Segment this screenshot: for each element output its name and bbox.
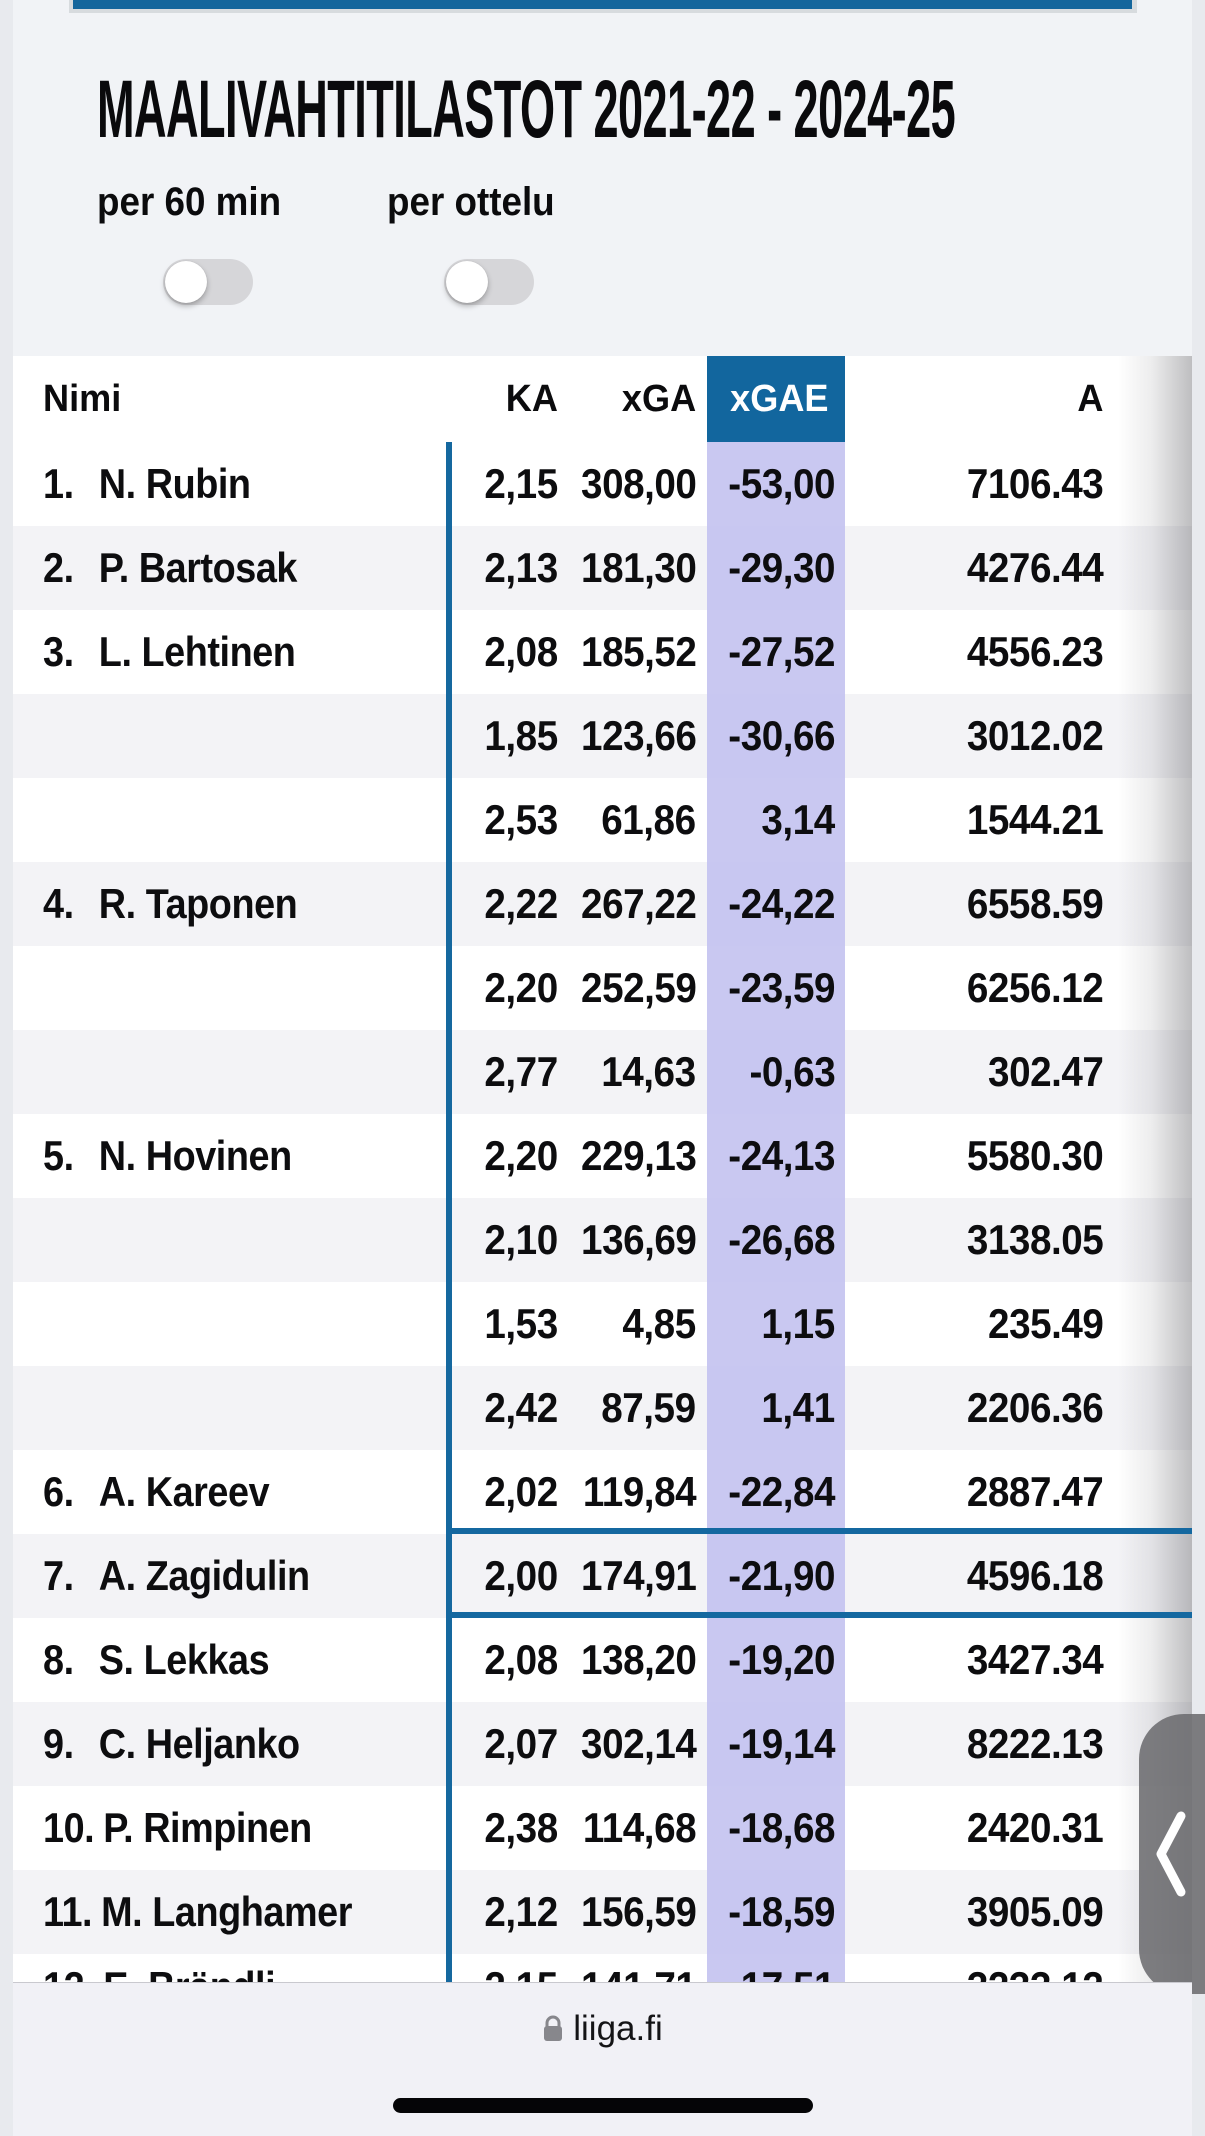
per-ottelu-label: per ottelu (387, 180, 555, 224)
ka-cell: 2,20 (484, 964, 558, 1011)
table-row[interactable] (13, 778, 1192, 862)
column-header-nimi[interactable]: Nimi (43, 378, 122, 420)
ka-cell: 1,85 (484, 712, 558, 759)
xgae-cell: 3,14 (761, 796, 835, 843)
a-cell: 3012.02 (966, 712, 1103, 759)
player-name: M. Langhamer (101, 1888, 352, 1935)
player-name-cell (43, 1450, 269, 1534)
a-cell: 2887.47 (966, 1468, 1103, 1515)
per-ottelu-toggle[interactable] (444, 259, 534, 305)
goalkeeper-stats-table (13, 356, 1192, 1982)
player-name: N. Hovinen (98, 1132, 292, 1179)
table-row[interactable] (13, 1786, 1192, 1870)
frozen-column-divider (446, 442, 452, 1982)
xgae-cell: -19,20 (728, 1636, 835, 1683)
table-row[interactable] (13, 1450, 1192, 1534)
xga-cell: 4,85 (622, 1300, 696, 1347)
ka-cell: 2,10 (484, 1216, 558, 1263)
highlighted-row-bottom-border (446, 1612, 1192, 1618)
ka-cell: 2,12 (484, 1888, 558, 1935)
column-header-xga[interactable]: xGA (621, 378, 696, 420)
table-row[interactable] (13, 694, 1192, 778)
a-cell: 4596.18 (966, 1552, 1103, 1599)
player-name-cell (43, 1114, 292, 1198)
xgae-cell: -30,66 (728, 712, 835, 759)
player-name-cell (43, 1786, 312, 1870)
xga-cell: 267,22 (580, 880, 696, 927)
xgae-cell: 1,15 (761, 1300, 835, 1347)
player-rank: 3. (43, 628, 74, 675)
ka-cell: 2,08 (484, 628, 558, 675)
player-name: A. Kareev (98, 1468, 270, 1515)
xga-cell: 119,84 (582, 1468, 696, 1515)
xgae-cell: -27,52 (728, 628, 835, 675)
ka-cell: 2,00 (484, 1552, 558, 1599)
table-header-row (13, 356, 1192, 442)
ka-cell: 2,15 (484, 460, 558, 507)
ka-cell: 2,38 (484, 1804, 558, 1851)
ka-cell: 2,77 (484, 1048, 558, 1095)
xga-cell: 114,68 (582, 1804, 696, 1851)
browser-bottom-bar (13, 1982, 1192, 2136)
player-name-cell (43, 1618, 269, 1702)
table-row[interactable] (13, 862, 1192, 946)
xgae-cell: -24,22 (728, 880, 835, 927)
player-rank: 4. (43, 880, 74, 927)
a-cell: 7106.43 (966, 460, 1103, 507)
xgae-cell: -18,59 (728, 1888, 835, 1935)
xga-cell: 181,30 (580, 544, 696, 591)
xga-cell: 174,91 (580, 1552, 696, 1599)
a-cell: 6558.59 (966, 880, 1103, 927)
table-row[interactable] (13, 526, 1192, 610)
player-name-cell (43, 1870, 352, 1954)
column-header-ka[interactable]: KA (505, 378, 558, 420)
player-name-cell (43, 1534, 310, 1618)
xgae-cell: -26,68 (728, 1216, 835, 1263)
a-cell: 4276.44 (966, 544, 1103, 591)
a-cell: 4556.23 (966, 628, 1103, 675)
xga-cell: 14,63 (601, 1048, 696, 1095)
player-name-cell (43, 1702, 300, 1786)
table-row[interactable] (13, 946, 1192, 1030)
player-name: R. Taponen (98, 880, 298, 927)
a-cell: 2420.31 (966, 1804, 1103, 1851)
browser-url-bar[interactable] (13, 2007, 1192, 2051)
a-cell: 302.47 (987, 1048, 1103, 1095)
xgae-cell: -0,63 (749, 1048, 835, 1095)
ka-cell: 2,53 (484, 796, 558, 843)
ka-cell: 2,20 (484, 1132, 558, 1179)
player-name: N. Rubin (98, 460, 251, 507)
player-name: L. Lehtinen (98, 628, 296, 675)
player-rank: 6. (43, 1468, 74, 1515)
xga-cell: 61,86 (601, 796, 696, 843)
player-rank: 2. (43, 544, 74, 591)
collapse-panel-button[interactable] (1139, 1714, 1205, 1994)
player-name-cell (43, 862, 297, 946)
toggle-knob (165, 261, 207, 303)
player-name: S. Lekkas (98, 1636, 270, 1683)
player-name: A. Zagidulin (98, 1552, 310, 1599)
xgae-cell: -29,30 (728, 544, 835, 591)
a-cell: 3427.34 (966, 1636, 1103, 1683)
ka-cell: 2,22 (484, 880, 558, 927)
column-header-xgae[interactable]: xGAE (729, 378, 828, 420)
table-row[interactable] (13, 1702, 1192, 1786)
xgae-cell: -19,14 (728, 1720, 835, 1767)
table-row[interactable] (13, 1198, 1192, 1282)
player-rank: 8. (43, 1636, 74, 1683)
a-cell: 3138.05 (966, 1216, 1103, 1263)
per-60-min-toggle[interactable] (163, 259, 253, 305)
xga-cell: 123,66 (580, 712, 696, 759)
player-rank: 7. (43, 1552, 74, 1599)
xgae-cell: -22,84 (728, 1468, 835, 1515)
xga-cell: 87,59 (601, 1384, 696, 1431)
a-cell: 2206.36 (966, 1384, 1103, 1431)
mobile-screen (13, 0, 1192, 2135)
column-header-a[interactable]: A (1076, 378, 1103, 420)
lock-icon (542, 2014, 564, 2044)
page-title: MAALIVAHTITILASTOT 2021-22 - 2024-25 (97, 64, 956, 155)
player-name-cell (43, 442, 251, 526)
ka-cell: 2,13 (484, 544, 558, 591)
table-row[interactable] (13, 1030, 1192, 1114)
a-cell: 5580.30 (966, 1132, 1103, 1179)
xgae-cell: -23,59 (728, 964, 835, 1011)
player-name: P. Bartosak (98, 544, 297, 591)
xga-cell: 185,52 (580, 628, 696, 675)
table-row[interactable] (13, 442, 1192, 526)
xga-cell: 229,13 (580, 1132, 696, 1179)
player-name-cell (43, 526, 297, 610)
xga-cell: 302,14 (580, 1720, 696, 1767)
ka-cell: 2,07 (484, 1720, 558, 1767)
xgae-cell: -24,13 (728, 1132, 835, 1179)
player-rank: 10. (43, 1804, 95, 1851)
xgae-cell: 1,41 (761, 1384, 835, 1431)
table-row[interactable] (13, 1366, 1192, 1450)
toggle-knob (446, 261, 488, 303)
player-rank: 11. (43, 1888, 93, 1935)
ka-cell: 1,53 (484, 1300, 558, 1347)
highlighted-row-top-border (446, 1528, 1192, 1534)
table-row[interactable] (13, 1114, 1192, 1198)
ka-cell: 2,08 (484, 1636, 558, 1683)
ka-cell: 2,42 (484, 1384, 558, 1431)
xgae-cell: -21,90 (728, 1552, 835, 1599)
xga-cell: 252,59 (580, 964, 696, 1011)
table-body (13, 442, 1192, 2038)
player-rank: 9. (43, 1720, 74, 1767)
xga-cell: 308,00 (580, 460, 696, 507)
table-row[interactable] (13, 1618, 1192, 1702)
a-cell: 8222.13 (966, 1720, 1103, 1767)
per-60-min-label: per 60 min (97, 180, 282, 224)
player-name-cell (43, 610, 295, 694)
table-row[interactable] (13, 1534, 1192, 1618)
player-name: P. Rimpinen (103, 1804, 312, 1851)
table-row[interactable] (13, 1870, 1192, 1954)
home-indicator[interactable] (393, 2098, 813, 2113)
table-row[interactable] (13, 1282, 1192, 1366)
a-cell: 6256.12 (966, 964, 1103, 1011)
top-accent-bar (73, 0, 1132, 9)
a-cell: 235.49 (987, 1300, 1103, 1347)
a-cell: 3905.09 (966, 1888, 1103, 1935)
table-row[interactable] (13, 610, 1192, 694)
xga-cell: 136,69 (580, 1216, 696, 1263)
url-text: liiga.fi (573, 2009, 663, 2048)
ka-cell: 2,02 (484, 1468, 558, 1515)
player-rank: 5. (43, 1132, 74, 1179)
xgae-cell: -53,00 (728, 460, 835, 507)
player-name: C. Heljanko (98, 1720, 300, 1767)
xgae-cell: -18,68 (728, 1804, 835, 1851)
player-rank: 1. (43, 460, 74, 507)
chevron-left-icon (1149, 1804, 1193, 1904)
a-cell: 1544.21 (966, 796, 1103, 843)
xga-cell: 156,59 (580, 1888, 696, 1935)
xga-cell: 138,20 (580, 1636, 696, 1683)
